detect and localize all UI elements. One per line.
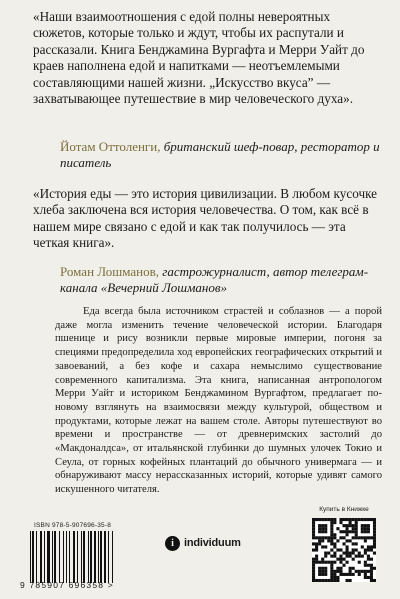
attribution-role: британский шеф-повар, ресторатор и писатель xyxy=(60,139,380,170)
attribution-name: Йотам Оттоленги, xyxy=(60,139,161,154)
publisher-logo xyxy=(165,533,241,553)
isbn-label: ISBN 978-5-907696-35-8 xyxy=(34,522,112,529)
qr-code[interactable] xyxy=(312,518,376,582)
barcode-bars xyxy=(30,531,142,583)
attribution-role: гастрожурналист, автор телеграм-канала «Вечерний Лошманов» xyxy=(60,264,369,295)
isbn-digits: 9 785907 696358 > xyxy=(20,580,114,590)
isbn-barcode xyxy=(20,522,140,594)
quote-loshmanov: «История еды — это история цивилизации. В любом кусочке хлеба заключена вся история человечества. О том, как всё в нашем мире связано с едой и как так получилось — эта четкая книга». xyxy=(33,186,378,251)
publisher-logo-icon: i xyxy=(165,536,180,551)
quote-attribution-loshmanov xyxy=(60,264,380,296)
book-description: Еда всегда была источником страстей и соблазнов — а порой даже могла изменить течение человеческой истории. Благодаря пшенице и рису возникли первые мировые империи, погоня за специями предопределила ход европейских географических открытий и завоеваний, а без кофе и сахара немыслимо существование современного капитализма. Эта книга, написанная антропологом Мерри Уайт и историком Бенджамином Вургафтом, предлагает по-новому взглянуть на взаимосвязи между культурой, обществом и продуктами, которые лежат на вашем столе. Авторы путешествуют во времени и пространстве — от древнеримских застолий до «Макдоналдса», от итальянской глубинки до шумных улочек Токио и Сеула, от горных кофейных плантаций до обычного универмага — и обнаруживают массу нерассказанных историй, которые удивят самого искушенного читателя. xyxy=(55,306,382,496)
publisher-name: individuum xyxy=(184,537,241,549)
quote-attribution-ottolenghi xyxy=(60,139,380,171)
quote-ottolenghi: «Наши взаимоотношения с едой полны невероятных сюжетов, которые только и ждут, чтобы их распутали и рассказали. Книга Бенджамина Вургафта и Мерри Уайт до краев наполнена едой и напитками — неотъемлемыми составляющими нашей жизни. „Искусство вкуса” — захватывающее путешествие в мир человеческого духа». xyxy=(33,9,365,107)
attribution-name: Роман Лошманов, xyxy=(60,264,160,279)
qr-code-icon xyxy=(312,518,376,582)
qr-caption: Купить в Книжке xyxy=(319,506,369,513)
